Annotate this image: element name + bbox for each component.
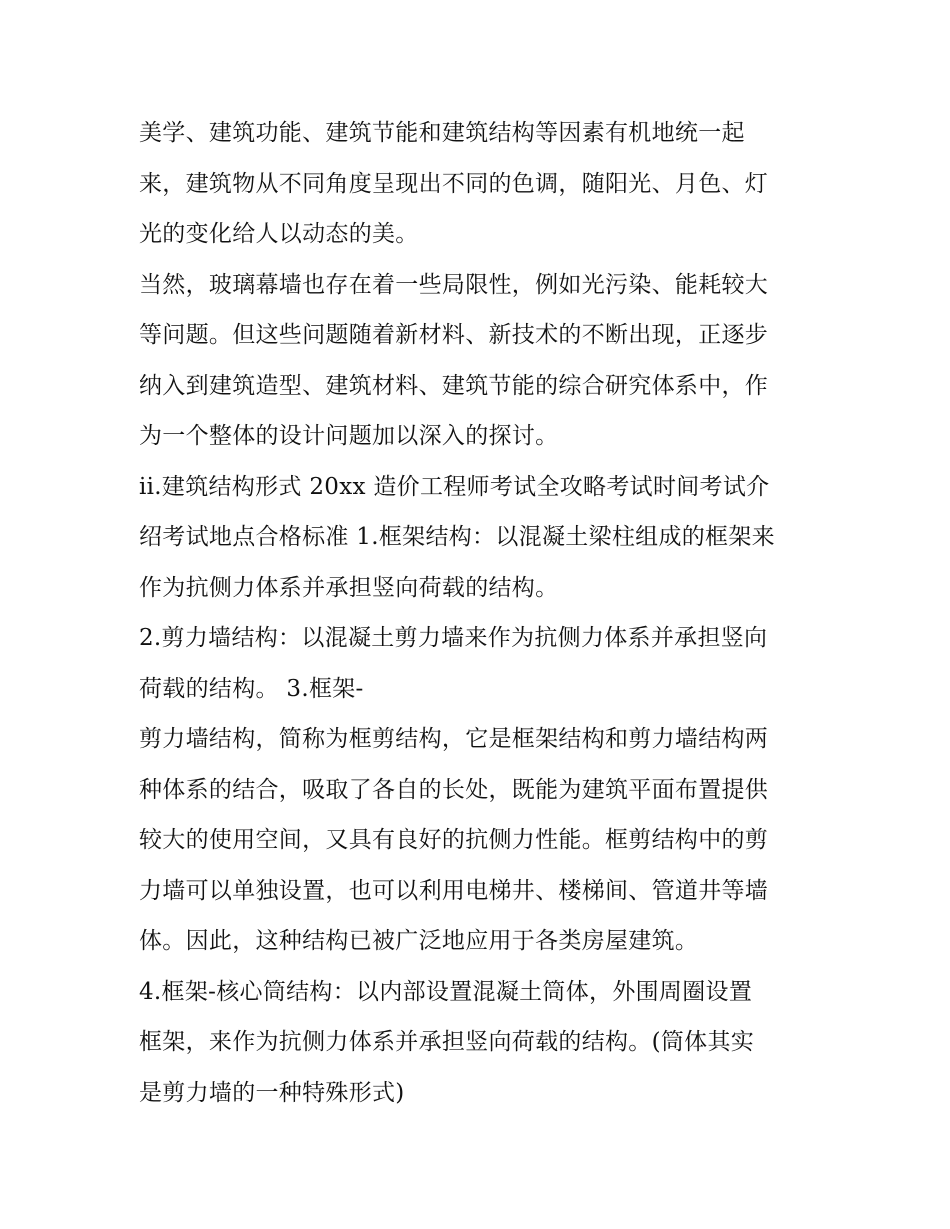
text-line: 当然，玻璃幕墙也存在着一些局限性，例如光污染、能耗较大 — [139, 271, 769, 298]
text-line: 4.框架-核心筒结构：以内部设置混凝土筒体，外围周圈设置 — [139, 978, 753, 1005]
text-line: 框架，来作为抗侧力体系并承担竖向荷载的结构。(筒体其实 — [139, 1029, 755, 1055]
text-line: 光的变化给人以动态的美。 — [139, 221, 419, 247]
text-line: 为一个整体的设计问题加以深入的探讨。 — [139, 423, 559, 449]
text-line: 种体系的结合，吸取了各自的长处，既能为建筑平面布置提供 — [139, 776, 769, 803]
text-line: 绍考试地点合格标准 1.框架结构：以混凝土梁柱组成的框架来 — [139, 524, 775, 550]
document-body — [139, 108, 819, 1118]
text-line: 是剪力墙的一种特殊形式) — [139, 1079, 405, 1106]
text-line: 2.剪力墙结构：以混凝土剪力墙来作为抗侧力体系并承担竖向 — [139, 625, 768, 651]
text-line: 荷载的结构。 3.框架- — [139, 675, 364, 702]
text-line: 力墙可以单独设置，也可以利用电梯井、楼梯间、管道井等墙 — [139, 877, 769, 904]
text-line: 较大的使用空间，又具有良好的抗侧力性能。框剪结构中的剪 — [139, 827, 769, 853]
text-line: 美学、建筑功能、建筑节能和建筑结构等因素有机地统一起 — [139, 120, 745, 146]
text-line: 剪力墙结构，简称为框剪结构，它是框架结构和剪力墙结构两 — [139, 726, 769, 752]
text-line: ii.建筑结构形式 20xx 造价工程师考试全攻略考试时间考试介 — [139, 473, 770, 500]
text-line: 体。因此，这种结构已被广泛地应用于各类房屋建筑。 — [139, 928, 699, 954]
text-line: 来，建筑物从不同角度呈现出不同的色调，随阳光、月色、灯 — [139, 170, 769, 197]
text-line: 纳入到建筑造型、建筑材料、建筑节能的综合研究体系中，作 — [139, 372, 769, 399]
text-line: 作为抗侧力体系并承担竖向荷载的结构。 — [139, 574, 559, 601]
text-line: 等问题。但这些问题随着新材料、新技术的不断出现，正逐步 — [139, 322, 769, 348]
